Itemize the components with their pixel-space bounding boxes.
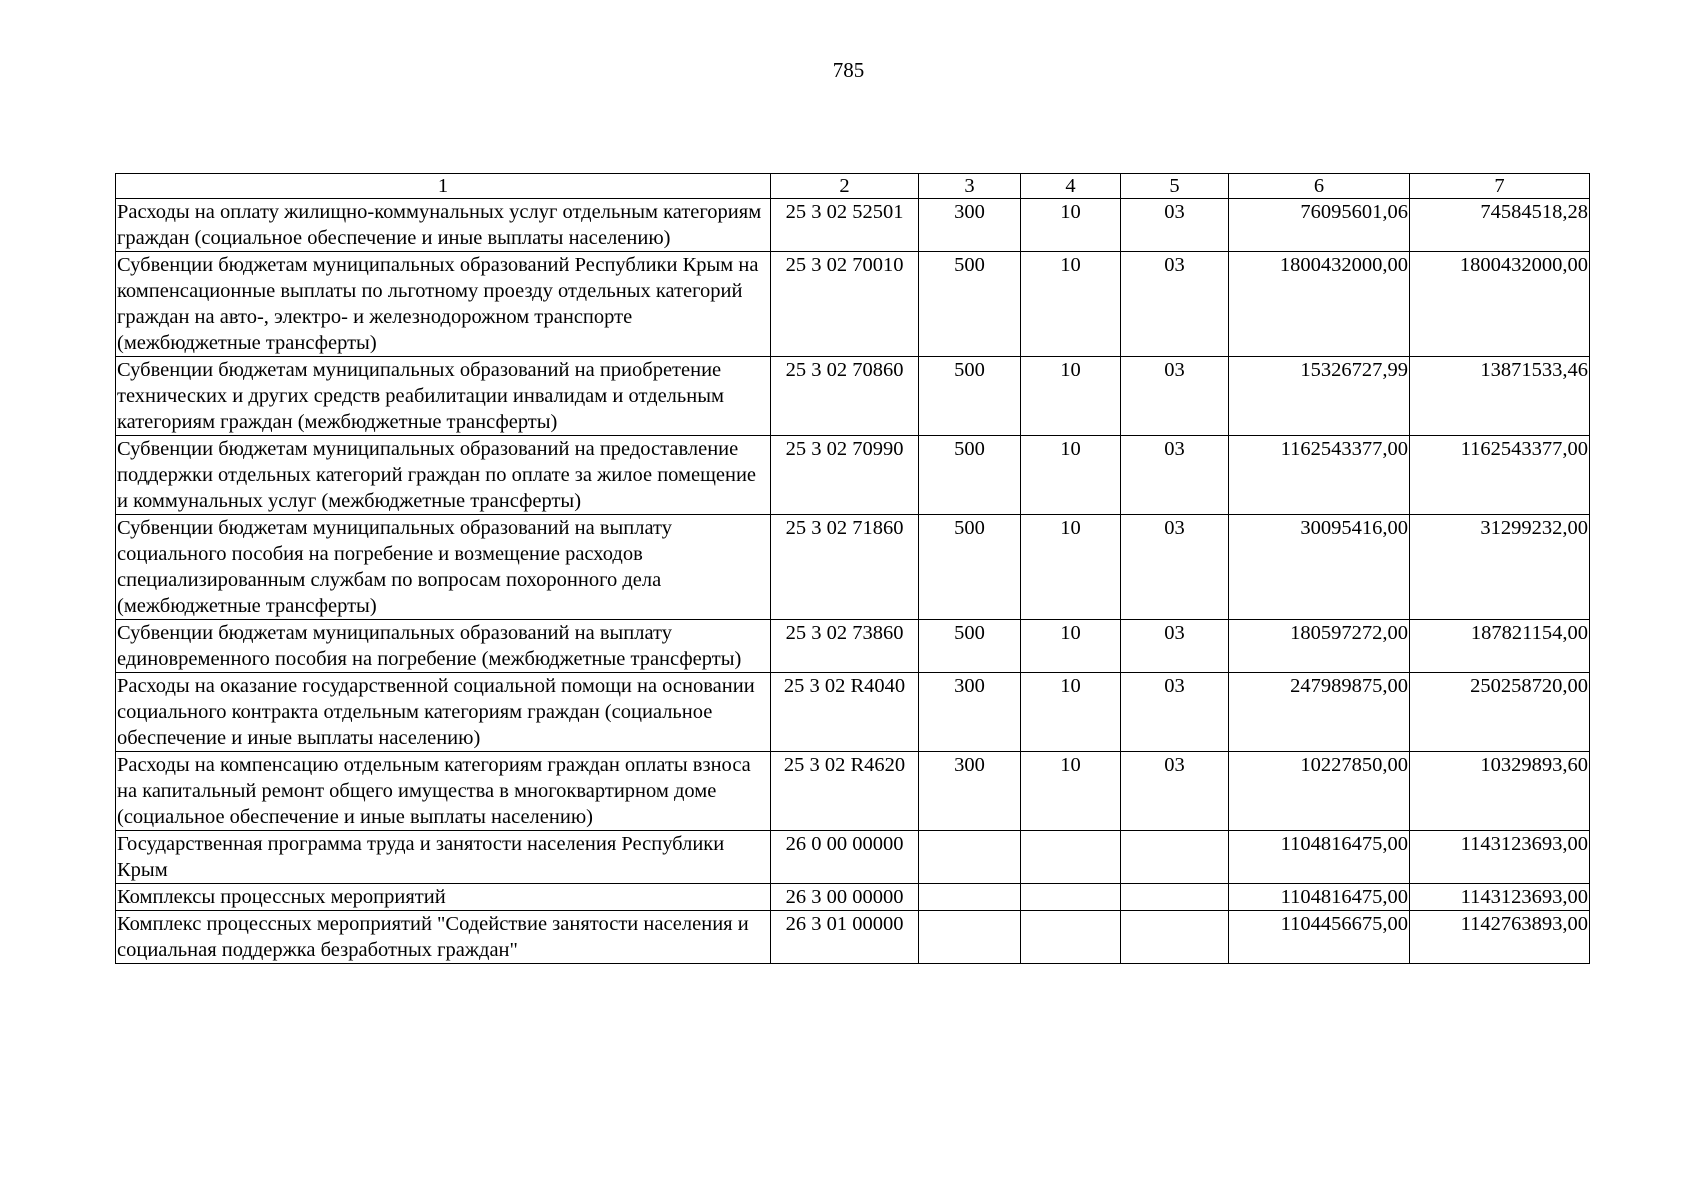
row-target-code: 25 3 02 R4620 (771, 752, 919, 831)
row-amount-1: 10227850,00 (1229, 752, 1410, 831)
header-row (116, 174, 1590, 199)
row-expense-type: 300 (919, 673, 1021, 752)
row-target-code: 25 3 02 R4040 (771, 673, 919, 752)
table-row (116, 673, 1590, 752)
row-name: Комплекс процессных мероприятий "Содействие занятости населения и социальная поддержка безработных граждан" (116, 911, 771, 964)
row-amount-2: 10329893,60 (1410, 752, 1590, 831)
row-amount-2: 1143123693,00 (1410, 831, 1590, 884)
table-row (116, 515, 1590, 620)
row-subsection: 03 (1121, 620, 1229, 673)
row-amount-1: 1162543377,00 (1229, 436, 1410, 515)
row-expense-type: 500 (919, 620, 1021, 673)
table-row (116, 436, 1590, 515)
row-expense-type (919, 884, 1021, 911)
row-name: Расходы на компенсацию отдельным категориям граждан оплаты взноса на капитальный ремонт общего имущества в многоквартирном доме (социальное обеспечение и иные выплаты населению) (116, 752, 771, 831)
row-amount-1: 1800432000,00 (1229, 252, 1410, 357)
column-header-2: 2 (771, 174, 919, 199)
column-header-4: 4 (1021, 174, 1121, 199)
row-expense-type: 500 (919, 252, 1021, 357)
row-target-code: 26 3 01 00000 (771, 911, 919, 964)
row-name: Субвенции бюджетам муниципальных образований на выплату единовременного пособия на погребение (межбюджетные трансферты) (116, 620, 771, 673)
row-amount-1: 15326727,99 (1229, 357, 1410, 436)
column-header-6: 6 (1229, 174, 1410, 199)
row-name: Расходы на оказание государственной социальной помощи на основании социального контракта отдельным категориям граждан (социальное обеспечение и иные выплаты населению) (116, 673, 771, 752)
row-subsection (1121, 831, 1229, 884)
column-header-7: 7 (1410, 174, 1590, 199)
row-target-code: 25 3 02 70010 (771, 252, 919, 357)
row-section: 10 (1021, 620, 1121, 673)
row-section (1021, 831, 1121, 884)
row-name: Субвенции бюджетам муниципальных образований на приобретение технических и других средств реабилитации инвалидам и отдельным категориям граждан (межбюджетные трансферты) (116, 357, 771, 436)
row-expense-type: 500 (919, 515, 1021, 620)
row-target-code: 25 3 02 52501 (771, 199, 919, 252)
column-header-5: 5 (1121, 174, 1229, 199)
row-amount-2: 13871533,46 (1410, 357, 1590, 436)
row-section (1021, 911, 1121, 964)
row-name: Расходы на оплату жилищно-коммунальных услуг отдельным категориям граждан (социальное обеспечение и иные выплаты населению) (116, 199, 771, 252)
row-amount-1: 1104456675,00 (1229, 911, 1410, 964)
row-name: Субвенции бюджетам муниципальных образований Республики Крым на компенсационные выплаты по льготному проезду отдельных категорий граждан на авто-, электро- и железнодорожном транспорте (межбюджетные трансферты) (116, 252, 771, 357)
table-row (116, 752, 1590, 831)
row-subsection (1121, 911, 1229, 964)
row-name: Субвенции бюджетам муниципальных образований на предоставление поддержки отдельных категорий граждан по оплате за жилое помещение и коммунальных услуг (межбюджетные трансферты) (116, 436, 771, 515)
column-header-3: 3 (919, 174, 1021, 199)
row-section: 10 (1021, 357, 1121, 436)
row-subsection: 03 (1121, 436, 1229, 515)
row-section (1021, 884, 1121, 911)
row-expense-type (919, 831, 1021, 884)
row-subsection: 03 (1121, 199, 1229, 252)
table-row (116, 199, 1590, 252)
row-target-code: 25 3 02 70860 (771, 357, 919, 436)
row-section: 10 (1021, 673, 1121, 752)
table-row (116, 831, 1590, 884)
row-name: Государственная программа труда и занятости населения Республики Крым (116, 831, 771, 884)
row-amount-2: 1162543377,00 (1410, 436, 1590, 515)
row-amount-1: 30095416,00 (1229, 515, 1410, 620)
row-expense-type: 500 (919, 436, 1021, 515)
row-subsection: 03 (1121, 357, 1229, 436)
row-amount-1: 247989875,00 (1229, 673, 1410, 752)
table-row (116, 252, 1590, 357)
row-subsection: 03 (1121, 673, 1229, 752)
row-expense-type: 300 (919, 752, 1021, 831)
row-amount-2: 250258720,00 (1410, 673, 1590, 752)
page-number: 785 (832, 58, 865, 82)
row-amount-1: 1104816475,00 (1229, 831, 1410, 884)
row-amount-2: 1800432000,00 (1410, 252, 1590, 357)
row-expense-type (919, 911, 1021, 964)
row-subsection (1121, 884, 1229, 911)
row-expense-type: 300 (919, 199, 1021, 252)
row-amount-2: 74584518,28 (1410, 199, 1590, 252)
row-name: Комплексы процессных мероприятий (116, 884, 771, 911)
row-subsection: 03 (1121, 252, 1229, 357)
row-name: Субвенции бюджетам муниципальных образований на выплату социального пособия на погребение и возмещение расходов специализированным службам по вопросам похоронного дела (межбюджетные трансферты) (116, 515, 771, 620)
row-amount-1: 180597272,00 (1229, 620, 1410, 673)
table-row (116, 620, 1590, 673)
row-amount-2: 1143123693,00 (1410, 884, 1590, 911)
row-section: 10 (1021, 752, 1121, 831)
row-target-code: 26 3 00 00000 (771, 884, 919, 911)
table-row (116, 357, 1590, 436)
row-subsection: 03 (1121, 515, 1229, 620)
row-subsection: 03 (1121, 752, 1229, 831)
row-amount-1: 1104816475,00 (1229, 884, 1410, 911)
table-row (116, 884, 1590, 911)
row-amount-2: 187821154,00 (1410, 620, 1590, 673)
row-section: 10 (1021, 199, 1121, 252)
table-row (116, 911, 1590, 964)
budget-table (115, 173, 1590, 964)
row-target-code: 25 3 02 73860 (771, 620, 919, 673)
column-header-1: 1 (116, 174, 771, 199)
row-section: 10 (1021, 252, 1121, 357)
row-target-code: 25 3 02 71860 (771, 515, 919, 620)
row-target-code: 26 0 00 00000 (771, 831, 919, 884)
row-section: 10 (1021, 515, 1121, 620)
row-amount-2: 31299232,00 (1410, 515, 1590, 620)
row-amount-1: 76095601,06 (1229, 199, 1410, 252)
row-expense-type: 500 (919, 357, 1021, 436)
row-section: 10 (1021, 436, 1121, 515)
row-target-code: 25 3 02 70990 (771, 436, 919, 515)
row-amount-2: 1142763893,00 (1410, 911, 1590, 964)
